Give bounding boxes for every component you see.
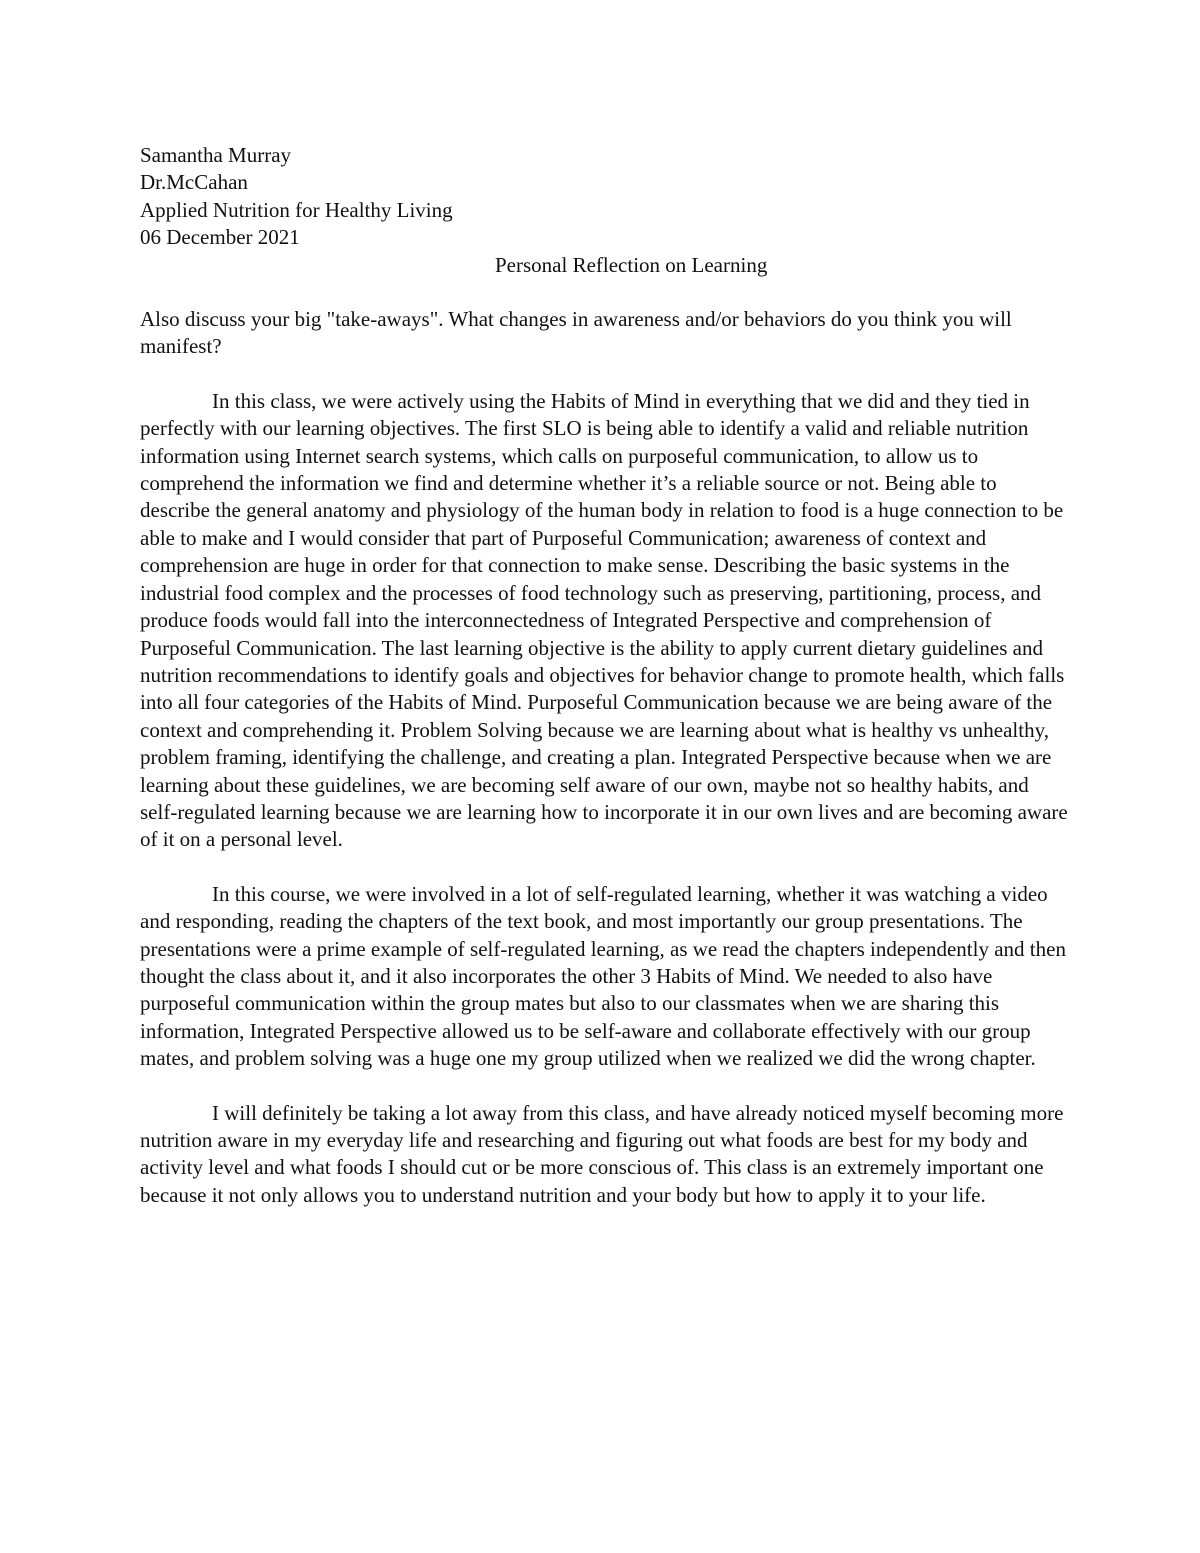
paragraph-self-regulated-learning: In this course, we were involved in a lot of self-regulated learning, whether it was watching a video and responding, reading the chapters of the text book, and most importantly our group presentations. The presentations were a prime example of self-regulated learning, as we read the chapters independently and then thought the class about it, and it also incorporates the other 3 Habits of Mind. We needed to also have purposeful communication within the group mates but also to our classmates when we are sharing this information, Integrated Perspective allowed us to be self-aware and collaborate effectively with our group mates, and problem solving was a huge one my group utilized when we realized we did the wrong chapter. [140, 881, 1066, 1071]
instructor-name: Dr.McCahan [140, 170, 248, 195]
course-name: Applied Nutrition for Healthy Living [140, 197, 453, 222]
paragraph-take-aways: I will definitely be taking a lot away from this class, and have already noticed myself becoming more nutrition aware in my everyday life and researching and figuring out what foods are best for my body and activity level and what foods I should cut or be more conscious of. This class is an extremely important one because it not only allows you to understand nutrition and your body but how to apply it to your life. [140, 1100, 1064, 1207]
document-date: 06 December 2021 [140, 225, 300, 250]
author-name: Samantha Murray [140, 143, 292, 167]
assignment-prompt: Also discuss your big "take-aways". What changes in awareness and/or behaviors do you think you will manifest? [140, 307, 1012, 359]
document-body [140, 142, 1070, 1209]
paragraph-habits-of-mind: In this class, we were actively using the Habits of Mind in everything that we did and they tied in perfectly with our learning objectives. The first SLO is being able to identify a valid and reliable nutrition information using Internet search systems, which calls on purposeful communication, to allow us to comprehend the information we find and determine whether it’s a reliable source or not. Being able to describe the general anatomy and physiology of the human body in relation to food is a huge connection to be able to make and I would consider that part of Purposeful Communication; awareness of context and comprehension are huge in order for that connection to make sense. Describing the basic systems in the industrial food complex and the processes of food technology such as preserving, partitioning, process, and produce foods would fall into the interconnectedness of Integrated Perspective and comprehension of Purposeful Communication. The last learning objective is the ability to apply current dietary guidelines and nutrition recommendations to identify goals and objectives for behavior change to promote health, which falls into all four categories of the Habits of Mind. Purposeful Communication because we are being aware of the context and comprehending it. Problem Solving because we are learning about what is healthy vs unhealthy, problem framing, identifying the challenge, and creating a plan. Integrated Perspective because when we are learning about these guidelines, we are becoming self aware of our own, maybe not so healthy habits, and self-regulated learning because we are learning how to incorporate it in our own lives and are becoming aware of it on a personal level. [140, 388, 1068, 852]
document-title: Personal Reflection on Learning [495, 252, 768, 277]
